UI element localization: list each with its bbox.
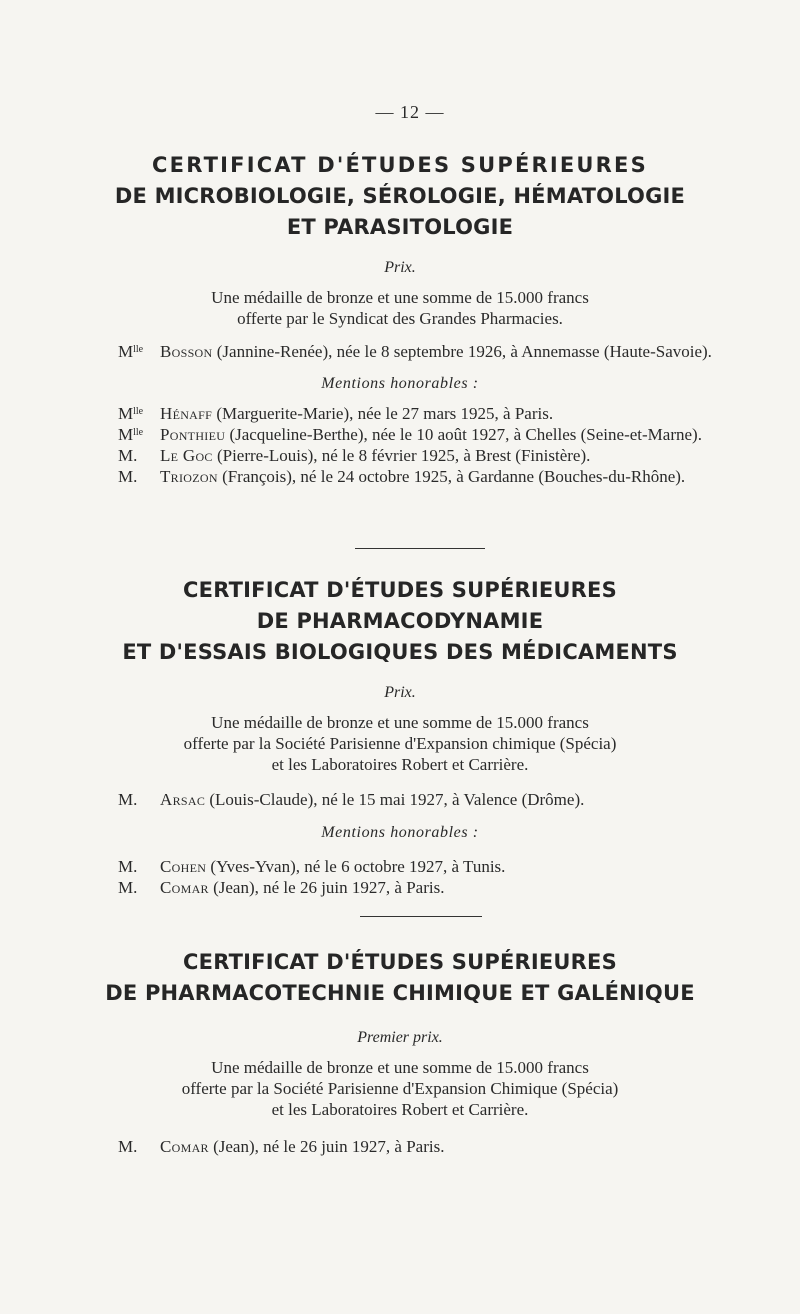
winner-entry [118, 341, 778, 362]
page-number: — 12 — [375, 102, 445, 122]
honorific: M [118, 425, 134, 444]
surname: Arsac [160, 790, 206, 809]
mention-entry [118, 424, 778, 445]
heading-line: CERTIFICAT D'ÉTUDES SUPÉRIEURES [152, 153, 648, 177]
mention-entry [118, 403, 778, 424]
prize-description-line: Une médaille de bronze et une somme de 15.000 francs [211, 1058, 589, 1077]
honorific-suffix: lle [133, 344, 144, 355]
honorific: M [118, 342, 134, 361]
honorific: M. [118, 1137, 138, 1156]
section-pharmacotechnie [0, 947, 800, 1157]
surname: Triozon [160, 467, 218, 486]
person-details: (Jannine-Renée), née le 8 septembre 1926, à Annemasse (Haute-Savoie). [216, 342, 712, 361]
winners-list [118, 341, 778, 362]
honorific: M. [118, 790, 138, 809]
prize-description [0, 1057, 800, 1120]
surname: Le Goc [160, 446, 213, 465]
person-details: (Yves-Yvan), né le 6 octobre 1927, à Tunis. [210, 857, 506, 876]
prize-description-line: Une médaille de bronze et une somme de 15.000 francs [211, 713, 589, 732]
winner-entry [118, 1136, 778, 1157]
surname: Hénaff [160, 404, 213, 423]
mentions-list [118, 856, 778, 898]
surname: Comar [160, 878, 209, 897]
mentions-title: Mentions honorables : [321, 375, 479, 392]
prize-description-line: et les Laboratoires Robert et Carrière. [271, 1100, 529, 1119]
prize-description-line: offerte par le Syndicat des Grandes Pharmacies. [237, 309, 563, 328]
surname: Bosson [160, 342, 213, 361]
prize-title: Prix. [384, 684, 416, 701]
prize-description-line: offerte par la Société Parisienne d'Expansion chimique (Spécia) [183, 734, 617, 753]
surname: Cohen [160, 857, 207, 876]
section-heading [0, 575, 800, 668]
surname: Ponthieu [160, 425, 226, 444]
mention-entry [118, 877, 778, 898]
honorific: M. [118, 857, 138, 876]
prize-description [0, 712, 800, 775]
heading-line: DE PHARMACODYNAMIE [256, 609, 544, 633]
section-divider [355, 548, 485, 549]
mentions-title: Mentions honorables : [321, 824, 479, 841]
heading-line: DE PHARMACOTECHNIE CHIMIQUE ET GALÉNIQUE [105, 981, 695, 1005]
person-details: (François), né le 24 octobre 1925, à Gardanne (Bouches-du-Rhône). [222, 467, 686, 486]
winner-entry [118, 789, 778, 810]
prize-description-line: offerte par la Société Parisienne d'Expansion Chimique (Spécia) [181, 1079, 619, 1098]
heading-line: ET PARASITOLOGIE [286, 215, 514, 239]
person-details: (Louis-Claude), né le 15 mai 1927, à Valence (Drôme). [209, 790, 585, 809]
honorific-suffix: lle [133, 427, 144, 438]
person-details: (Marguerite-Marie), née le 27 mars 1925, à Paris. [216, 404, 554, 423]
surname: Comar [160, 1137, 209, 1156]
prize-title: Prix. [384, 259, 416, 276]
prize-title: Premier prix. [357, 1029, 443, 1046]
person-details: (Jean), né le 26 juin 1927, à Paris. [213, 1137, 445, 1156]
prize-description-line: Une médaille de bronze et une somme de 15.000 francs [211, 288, 589, 307]
winners-list [118, 1136, 778, 1157]
person-details: (Pierre-Louis), né le 8 février 1925, à Brest (Finistère). [216, 446, 591, 465]
section-divider [360, 916, 482, 917]
mention-entry [118, 856, 778, 877]
honorific: M. [118, 467, 138, 486]
honorific: M. [118, 446, 138, 465]
person-details: (Jean), né le 26 juin 1927, à Paris. [213, 878, 445, 897]
winners-list [118, 789, 778, 810]
heading-line: ET D'ESSAIS BIOLOGIQUES DES MÉDICAMENTS [122, 640, 678, 664]
section-heading [0, 947, 800, 1009]
person-details: (Jacqueline-Berthe), née le 10 août 1927, à Chelles (Seine-et-Marne). [229, 425, 702, 444]
honorific: M [118, 404, 134, 423]
mention-entry [118, 445, 778, 466]
heading-line: CERTIFICAT D'ÉTUDES SUPÉRIEURES [183, 578, 617, 602]
section-microbiologie [0, 150, 800, 487]
honorific-suffix: lle [133, 406, 144, 417]
mentions-list [118, 403, 778, 487]
prize-description [0, 287, 800, 329]
prize-description-line: et les Laboratoires Robert et Carrière. [271, 755, 529, 774]
mention-entry [118, 466, 778, 487]
heading-line: CERTIFICAT D'ÉTUDES SUPÉRIEURES [183, 950, 617, 974]
section-heading [0, 150, 800, 243]
heading-line: DE MICROBIOLOGIE, SÉROLOGIE, HÉMATOLOGIE [114, 184, 686, 208]
section-pharmacodynamie [0, 575, 800, 898]
honorific: M. [118, 878, 138, 897]
